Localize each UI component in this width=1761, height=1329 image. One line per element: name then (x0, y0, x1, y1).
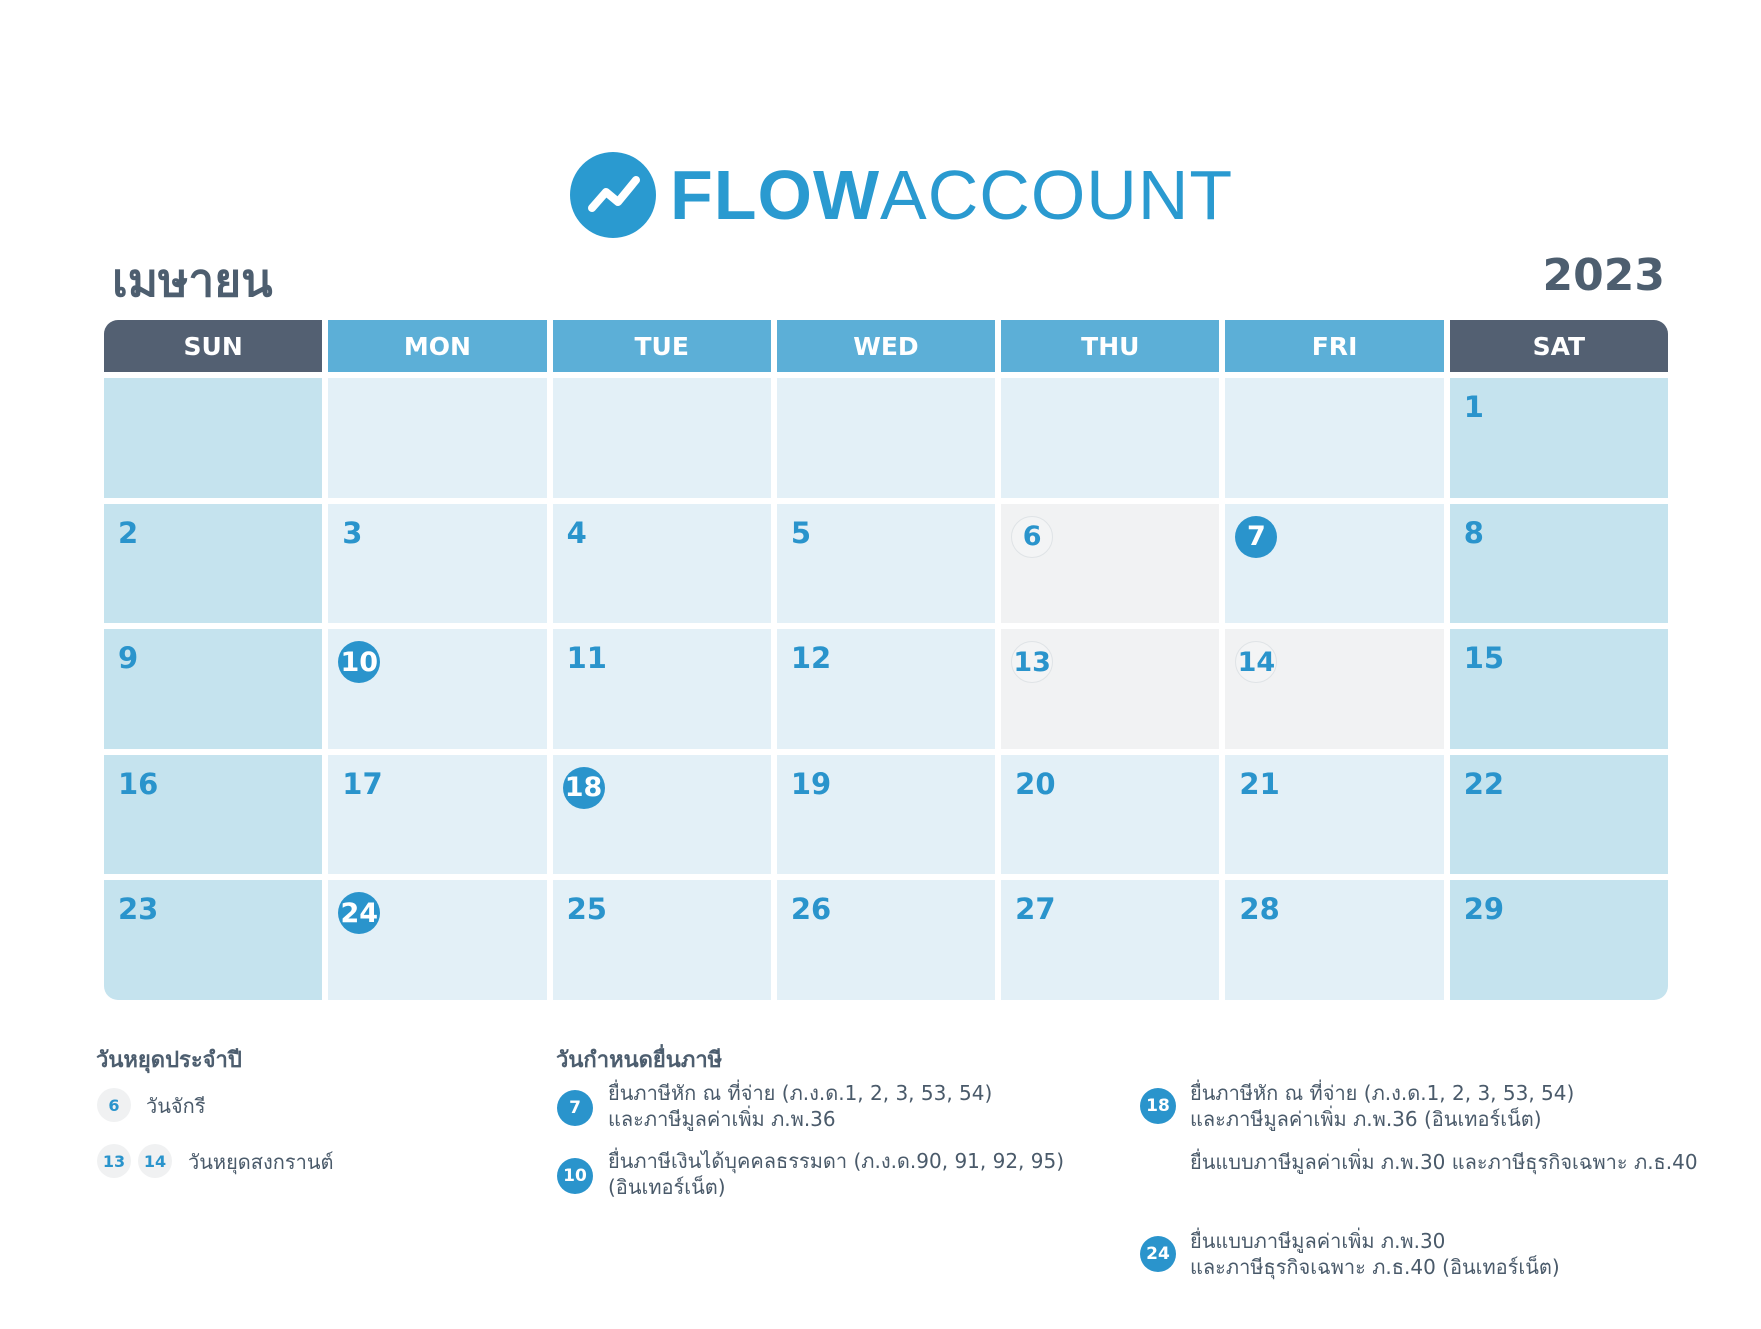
day-number: 7 (1235, 516, 1277, 558)
day-number: 11 (566, 641, 607, 676)
day-number: 22 (1463, 766, 1505, 801)
weekday-header-tue: TUE (553, 320, 771, 372)
empty-day-cell (553, 378, 771, 498)
day-number: 24 (338, 892, 380, 934)
day-number: 29 (1463, 892, 1505, 927)
day-number: 14 (1235, 641, 1277, 683)
day-cell (1001, 629, 1219, 749)
day-cell (1225, 755, 1443, 875)
deadline-line: และภาษีธุรกิจเฉพาะ ภ.ธ.40 (อินเทอร์เน็ต) (1190, 1255, 1560, 1279)
brand-wordmark (670, 156, 1234, 234)
day-cell (1001, 504, 1219, 624)
deadline-text (1190, 1228, 1560, 1280)
deadline-text (608, 1148, 1064, 1200)
deadline-line: ยื่นภาษีเงินได้บุคคลธรรมดา (ภ.ง.ด.90, 91, 92, 95) (608, 1149, 1065, 1173)
day-number: 13 (1011, 641, 1053, 683)
day-cell (1450, 755, 1668, 875)
year-title: 2023 (1542, 250, 1665, 301)
day-number: 21 (1239, 766, 1280, 801)
day-number: 15 (1463, 641, 1505, 676)
weekday-header-mon: MON (328, 320, 546, 372)
day-number: 2 (118, 515, 139, 550)
day-cell (1001, 755, 1219, 875)
empty-day-cell (777, 378, 995, 498)
day-cell (328, 629, 546, 749)
day-cell (1225, 880, 1443, 1000)
day-cell (1450, 629, 1668, 749)
weekday-header-sun: SUN (104, 320, 322, 372)
day-number: 16 (118, 766, 159, 801)
weekday-header-thu: THU (1001, 320, 1219, 372)
weekday-header-sat: SAT (1450, 320, 1668, 372)
brand-logo (570, 150, 1233, 240)
day-number: 4 (566, 515, 587, 550)
deadline-text (1190, 1149, 1698, 1175)
weekday-header-fri: FRI (1225, 320, 1443, 372)
day-number: 9 (118, 641, 139, 676)
empty-day-cell (328, 378, 546, 498)
empty-day-cell (1001, 378, 1219, 498)
day-number: 1 (1463, 390, 1484, 424)
holidays-title: วันหยุดประจำปี (96, 1048, 242, 1073)
deadline-line: และภาษีมูลค่าเพิ่ม ภ.พ.36 (608, 1107, 836, 1131)
deadline-line: (อินเทอร์เน็ต) (608, 1175, 726, 1199)
day-cell (553, 880, 771, 1000)
day-number: 28 (1239, 892, 1280, 927)
day-cell (1225, 504, 1443, 624)
holiday-badge: 6 (97, 1088, 131, 1122)
deadlines-title: วันกำหนดยื่นภาษี (556, 1048, 723, 1073)
day-cell (104, 629, 322, 749)
day-cell (553, 504, 771, 624)
day-cell (1450, 504, 1668, 624)
holiday-badge: 14 (138, 1144, 172, 1178)
day-number: 26 (790, 892, 832, 927)
day-number: 17 (342, 766, 383, 801)
deadline-line: ยื่นภาษีหัก ณ ที่จ่าย (ภ.ง.ด.1, 2, 3, 53, 54) (608, 1081, 993, 1105)
day-cell (777, 504, 995, 624)
day-cell (328, 880, 546, 1000)
day-cell (1450, 880, 1668, 1000)
day-cell (104, 504, 322, 624)
day-number: 18 (563, 767, 605, 809)
deadline-line: ยื่นแบบภาษีมูลค่าเพิ่ม ภ.พ.30 (1190, 1229, 1446, 1253)
day-cell (104, 755, 322, 875)
day-number: 20 (1015, 766, 1056, 801)
day-cell (777, 755, 995, 875)
deadline-badge: 7 (557, 1090, 593, 1126)
deadline-text (1190, 1080, 1574, 1132)
empty-day-cell (1225, 378, 1443, 498)
day-number: 12 (790, 641, 832, 676)
deadline-line: ยื่นภาษีหัก ณ ที่จ่าย (ภ.ง.ด.1, 2, 3, 53, 54) (1190, 1081, 1575, 1105)
day-cell (777, 629, 995, 749)
weekday-header-wed: WED (777, 320, 995, 372)
holiday-badge: 13 (97, 1144, 131, 1178)
empty-day-cell (104, 378, 322, 498)
deadline-badge: 24 (1140, 1236, 1176, 1272)
holiday-label: วันจักรี (146, 1094, 206, 1118)
deadline-text (608, 1080, 992, 1132)
day-cell (1450, 378, 1668, 498)
day-number: 10 (338, 641, 380, 683)
day-number: 27 (1015, 892, 1056, 927)
brand-wordmark-bold: FLOW (670, 156, 881, 234)
deadline-badge: 10 (557, 1158, 593, 1194)
day-number: 3 (342, 515, 363, 550)
day-number: 8 (1463, 515, 1484, 550)
day-number: 19 (790, 766, 832, 801)
deadline-line: และภาษีมูลค่าเพิ่ม ภ.พ.36 (อินเทอร์เน็ต) (1190, 1107, 1542, 1131)
day-number: 25 (566, 892, 607, 927)
deadline-line: ยื่นแบบภาษีมูลค่าเพิ่ม ภ.พ.30 และภาษีธุรกิจเฉพาะ ภ.ธ.40 (1190, 1150, 1698, 1174)
calendar-grid (104, 320, 1668, 1000)
day-cell (328, 755, 546, 875)
day-cell (1001, 880, 1219, 1000)
day-cell (1225, 629, 1443, 749)
day-cell (777, 880, 995, 1000)
day-number: 5 (790, 515, 812, 550)
day-cell (104, 880, 322, 1000)
day-cell (553, 755, 771, 875)
trend-chart-icon (570, 152, 656, 238)
day-cell (328, 504, 546, 624)
day-number: 6 (1011, 516, 1053, 558)
brand-wordmark-light: ACCOUNT (880, 156, 1234, 234)
month-title: เมษายน (112, 253, 273, 307)
day-cell (553, 629, 771, 749)
deadline-badge: 18 (1140, 1088, 1176, 1124)
holiday-label: วันหยุดสงกรานต์ (188, 1150, 334, 1174)
day-number: 23 (118, 892, 159, 927)
